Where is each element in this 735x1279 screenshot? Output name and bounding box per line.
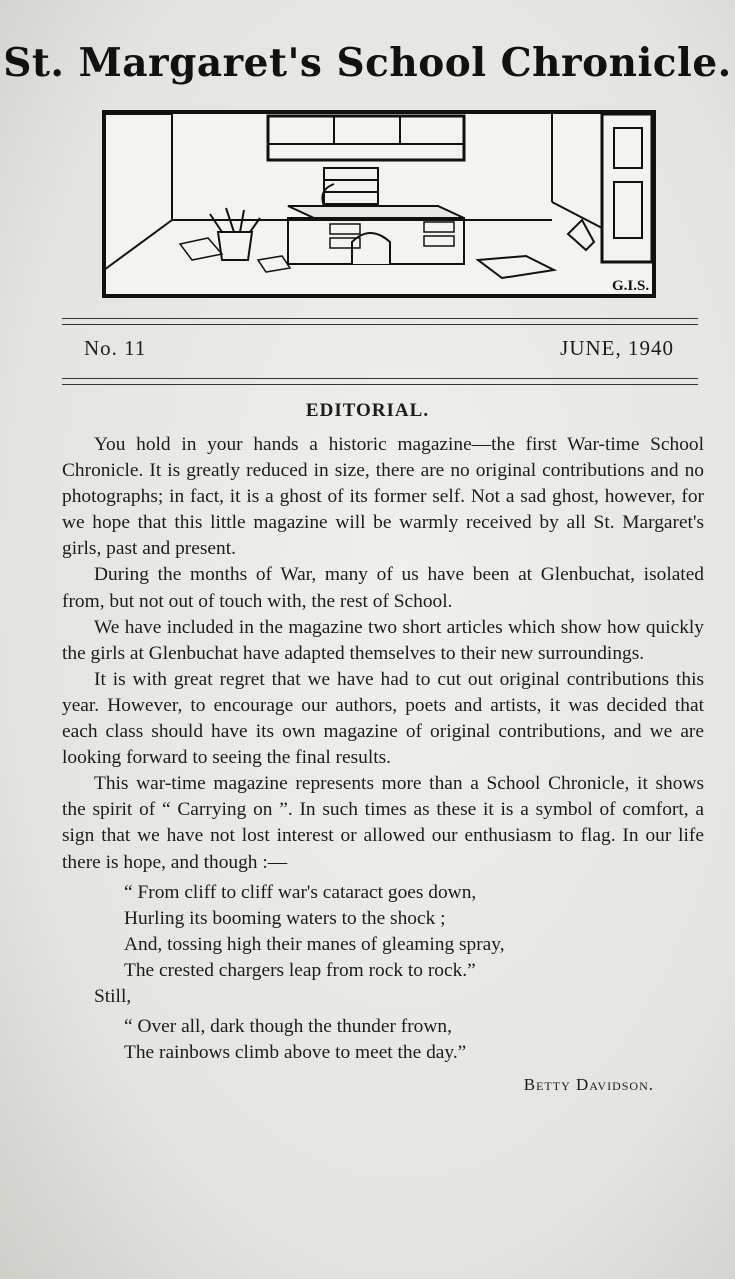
verse-stanza-1 xyxy=(124,880,704,984)
top-rule-2 xyxy=(62,324,698,325)
classroom-illustration xyxy=(102,110,656,298)
verse-line: Hurling its booming waters to the shock ; xyxy=(124,907,446,929)
verse-stanza-2 xyxy=(124,1014,704,1066)
verse-line: The crested chargers leap from rock to rock.” xyxy=(124,959,476,981)
signature: Betty Davidson. xyxy=(523,1075,654,1095)
editorial-paragraph: During the months of War, many of us have been at Glenbuchat, isolated from, but not out of touch with, the rest of School. xyxy=(62,564,704,612)
still-line: Still, xyxy=(94,985,132,1007)
editorial-paragraph: We have included in the magazine two short articles which show how quickly the girls at Glenbuchat have adapted themselves to their new surroundings. xyxy=(62,616,704,664)
issue-row xyxy=(84,336,674,366)
illustration-monogram: G.I.S. xyxy=(612,278,650,294)
issue-number: No. 11 xyxy=(84,336,147,360)
verse-line: “ Over all, dark though the thunder frown, xyxy=(124,1016,452,1038)
editorial-paragraph: This war-time magazine represents more than a School Chronicle, it shows the spirit of “ Carrying on ”. In such times as these it is a symbol of comfort, a sign that we have not lost interest or allowed our enthusiasm to flag. In our life there is hope, and though :— xyxy=(62,773,704,873)
verse-line: And, tossing high their manes of gleaming spray, xyxy=(124,933,505,955)
top-rule-1 xyxy=(62,318,698,319)
editorial-paragraph: You hold in your hands a historic magazine—the first War-time School Chronicle. It is greatly reduced in size, there are no original contributions and no photographs; in fact, it is a ghost of its former self. Not a sad ghost, however, for we hope that this little magazine will be warmly received by all St. Margaret's girls, past and present. xyxy=(62,434,704,560)
verse-line: “ From cliff to cliff war's cataract goes down, xyxy=(124,881,477,903)
verse-line: The rainbows climb above to meet the day.” xyxy=(124,1042,467,1064)
bottom-rule-2 xyxy=(62,384,698,385)
bottom-rule-1 xyxy=(62,378,698,379)
issue-date: JUNE, 1940 xyxy=(560,336,674,360)
editorial-paragraph: It is with great regret that we have had to cut out original contributions this year. However, to encourage our authors, poets and artists, it was decided that each class should have its own magazine of original contributions, and we are looking forward to seeing the final results. xyxy=(62,668,704,769)
editorial-title: EDITORIAL. xyxy=(305,400,430,421)
masthead-title: St. Margaret's School Chronicle. xyxy=(3,40,732,86)
editorial-body xyxy=(62,432,704,1098)
